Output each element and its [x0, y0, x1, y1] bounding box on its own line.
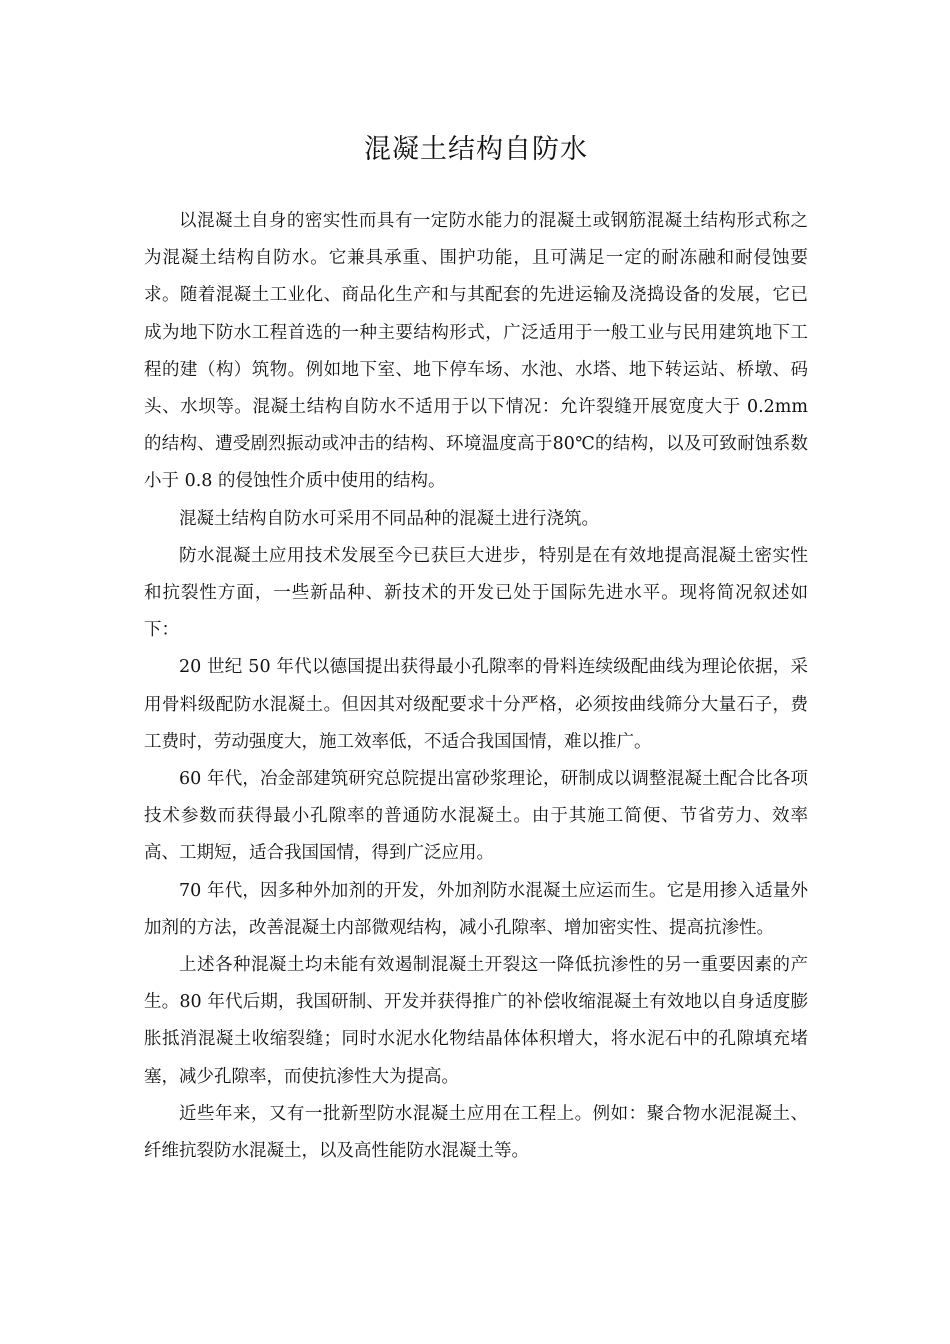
- paragraph-casting: 混凝土结构自防水可采用不同品种的混凝土进行浇筑。: [179, 508, 599, 529]
- paragraph-1950s: 20 世纪 50 年代以德国提出获得最小孔隙率的骨料连续级配曲线为理论依据，采用骨料级配防水混凝土。但因其对级配要求十分严格，必须按曲线筛分大量石子，费工费时，劳动强度大，施工效率低，不适合我国国情，难以推广。: [144, 657, 808, 752]
- document-title: 混凝土结构自防水: [364, 134, 588, 165]
- paragraph-1960s: 60 年代，冶金部建筑研究总院提出富砂浆理论，研制成以调整混凝土配合比各项技术参数而获得最小孔隙率的普通防水混凝土。由于其施工简便、节省劳力、效率高、工期短，适合我国国情，得到广泛应用。: [144, 769, 808, 864]
- paragraph-1970s: 70 年代，因多种外加剂的开发，外加剂防水混凝土应运而生。它是用掺入适量外加剂的方法，改善混凝土内部微观结构，减小孔隙率、增加密实性、提高抗渗性。: [144, 880, 808, 938]
- document-body: [144, 203, 808, 1170]
- paragraph-recent: 近些年来，又有一批新型防水混凝土应用在工程上。例如：聚合物水泥混凝土、纤维抗裂防水混凝土，以及高性能防水混凝土等。: [144, 1103, 808, 1162]
- paragraph-intro: 以混凝土自身的密实性而具有一定防水能力的混凝土或钢筋混凝土结构形式称之为混凝土结构自防水。它兼具承重、围护功能，且可满足一定的耐冻融和耐侵蚀要求。随着混凝土工业化、商品化生产和与其配套的先进运输及浇捣设备的发展，它已成为地下防水工程首选的一种主要结构形式，广泛适用于一般工业与民用建筑地下工程的建（构）筑物。例如地下室、地下停车场、水池、水塔、地下转运站、桥墩、码头、水坝等。混凝土结构自防水不适用于以下情况：允许裂缝开展宽度大于 0.2mm 的结构、遭受剧烈振动或冲击的结构、环境温度高于80℃的结构，以及可致耐蚀系数小于 0.8 的侵蚀性介质中使用的结构。: [144, 211, 808, 492]
- paragraph-progress: 防水混凝土应用技术发展至今已获巨大进步，特别是在有效地提高混凝土密实性和抗裂性方面，一些新品种、新技术的开发已处于国际先进水平。现将简况叙述如下：: [144, 545, 808, 641]
- paragraph-1980s: 上述各种混凝土均未能有效遏制混凝土开裂这一降低抗渗性的另一重要因素的产生。80 年代后期，我国研制、开发并获得推广的补偿收缩混凝土有效地以自身适度膨胀抵消混凝土收缩裂缝；同时水泥水化物结晶体体积增大，将水泥石中的孔隙填充堵塞，减少孔隙率，而使抗渗性大为提高。: [144, 955, 808, 1087]
